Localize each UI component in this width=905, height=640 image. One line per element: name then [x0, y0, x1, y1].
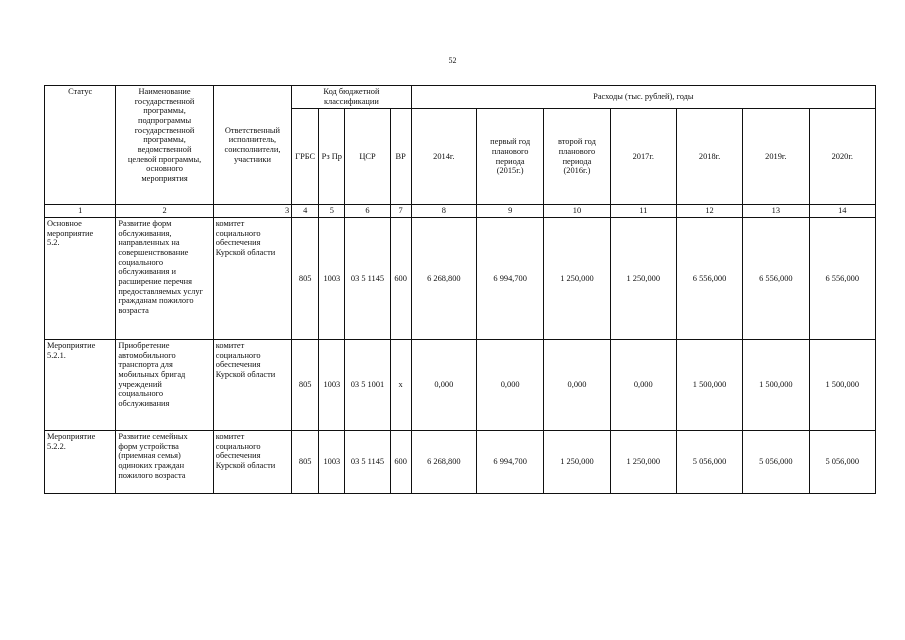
row-2018: 6 556,000 [676, 218, 742, 340]
row-grbs: 805 [292, 340, 319, 431]
header-csr: ЦСР [345, 109, 390, 205]
column-number: 8 [411, 205, 476, 218]
row-rzpr: 1003 [319, 340, 345, 431]
row-name: Развитие форм обслуживания, направленных на совершенствование социального обслуживания и расширение перечня предоставляемых услуг гражданам пожилого возраста [116, 218, 213, 340]
row-name: Развитие семейных форм устройства (приемная семья) одиноких граждан пожилого возраста [116, 431, 213, 494]
row-csr: 03 5 1001 [345, 340, 390, 431]
row-name: Приобретение автомобильного транспорта для мобильных бригад учреждений социального обслуживания [116, 340, 213, 431]
column-number: 6 [345, 205, 390, 218]
header-row-1 [45, 86, 876, 109]
row-2020: 5 056,000 [809, 431, 876, 494]
row-2019: 1 500,000 [743, 340, 809, 431]
column-number: 2 [116, 205, 213, 218]
row-2014: 0,000 [411, 340, 476, 431]
page-number: 52 [448, 56, 457, 65]
row-csr: 03 5 1145 [345, 218, 390, 340]
header-2019: 2019г. [743, 109, 809, 205]
row-2015: 0,000 [477, 340, 544, 431]
header-2016: второй год планового периода (2016г.) [544, 109, 610, 205]
row-2014: 6 268,800 [411, 431, 476, 494]
column-number: 3 [213, 205, 291, 218]
column-number: 10 [544, 205, 610, 218]
table-row [45, 431, 876, 494]
row-status: Основное мероприятие 5.2. [45, 218, 116, 340]
table-row [45, 218, 876, 340]
column-number: 1 [45, 205, 116, 218]
row-2015: 6 994,700 [477, 218, 544, 340]
row-2017: 1 250,000 [610, 431, 676, 494]
table-row [45, 340, 876, 431]
header-2020: 2020г. [809, 109, 876, 205]
row-2018: 5 056,000 [676, 431, 742, 494]
row-executor: комитет социального обеспечения Курской области [213, 340, 291, 431]
row-status: Мероприятие 5.2.2. [45, 431, 116, 494]
column-number: 4 [292, 205, 319, 218]
row-2019: 6 556,000 [743, 218, 809, 340]
column-number-row [45, 205, 876, 218]
row-2016: 1 250,000 [544, 218, 610, 340]
column-number: 7 [390, 205, 411, 218]
row-executor: комитет социального обеспечения Курской области [213, 431, 291, 494]
header-rzpr: Рз Пр [319, 109, 345, 205]
row-2018: 1 500,000 [676, 340, 742, 431]
row-2017: 1 250,000 [610, 218, 676, 340]
row-2016: 1 250,000 [544, 431, 610, 494]
row-status: Мероприятие 5.2.1. [45, 340, 116, 431]
row-2015: 6 994,700 [477, 431, 544, 494]
row-rzpr: 1003 [319, 218, 345, 340]
header-grbs: ГРБС [292, 109, 319, 205]
row-csr: 03 5 1145 [345, 431, 390, 494]
column-number: 11 [610, 205, 676, 218]
row-2020: 6 556,000 [809, 218, 876, 340]
row-2014: 6 268,800 [411, 218, 476, 340]
header-2018: 2018г. [676, 109, 742, 205]
row-vr: х [390, 340, 411, 431]
row-2019: 5 056,000 [743, 431, 809, 494]
column-number: 5 [319, 205, 345, 218]
row-vr: 600 [390, 431, 411, 494]
header-2014: 2014г. [411, 109, 476, 205]
row-2020: 1 500,000 [809, 340, 876, 431]
header-2017: 2017г. [610, 109, 676, 205]
budget-table [44, 85, 876, 494]
header-budget-code: Код бюджетной классификации [292, 86, 412, 109]
column-number: 13 [743, 205, 809, 218]
header-vr: ВР [390, 109, 411, 205]
header-expenses: Расходы (тыс. рублей), годы [411, 86, 875, 109]
column-number: 9 [477, 205, 544, 218]
row-grbs: 805 [292, 218, 319, 340]
column-number: 12 [676, 205, 742, 218]
row-grbs: 805 [292, 431, 319, 494]
header-2015: первый год планового периода (2015г.) [477, 109, 544, 205]
header-name: Наименование государственной программы, подпрограммы государственной программы, ведомственной целевой программы, основного мероприятия [116, 86, 213, 205]
row-executor: комитет социального обеспечения Курской области [213, 218, 291, 340]
header-executor: Ответственный исполнитель, соисполнители, участники [213, 86, 291, 205]
row-rzpr: 1003 [319, 431, 345, 494]
row-2016: 0,000 [544, 340, 610, 431]
row-vr: 600 [390, 218, 411, 340]
header-status: Статус [45, 86, 116, 205]
row-2017: 0,000 [610, 340, 676, 431]
column-number: 14 [809, 205, 876, 218]
